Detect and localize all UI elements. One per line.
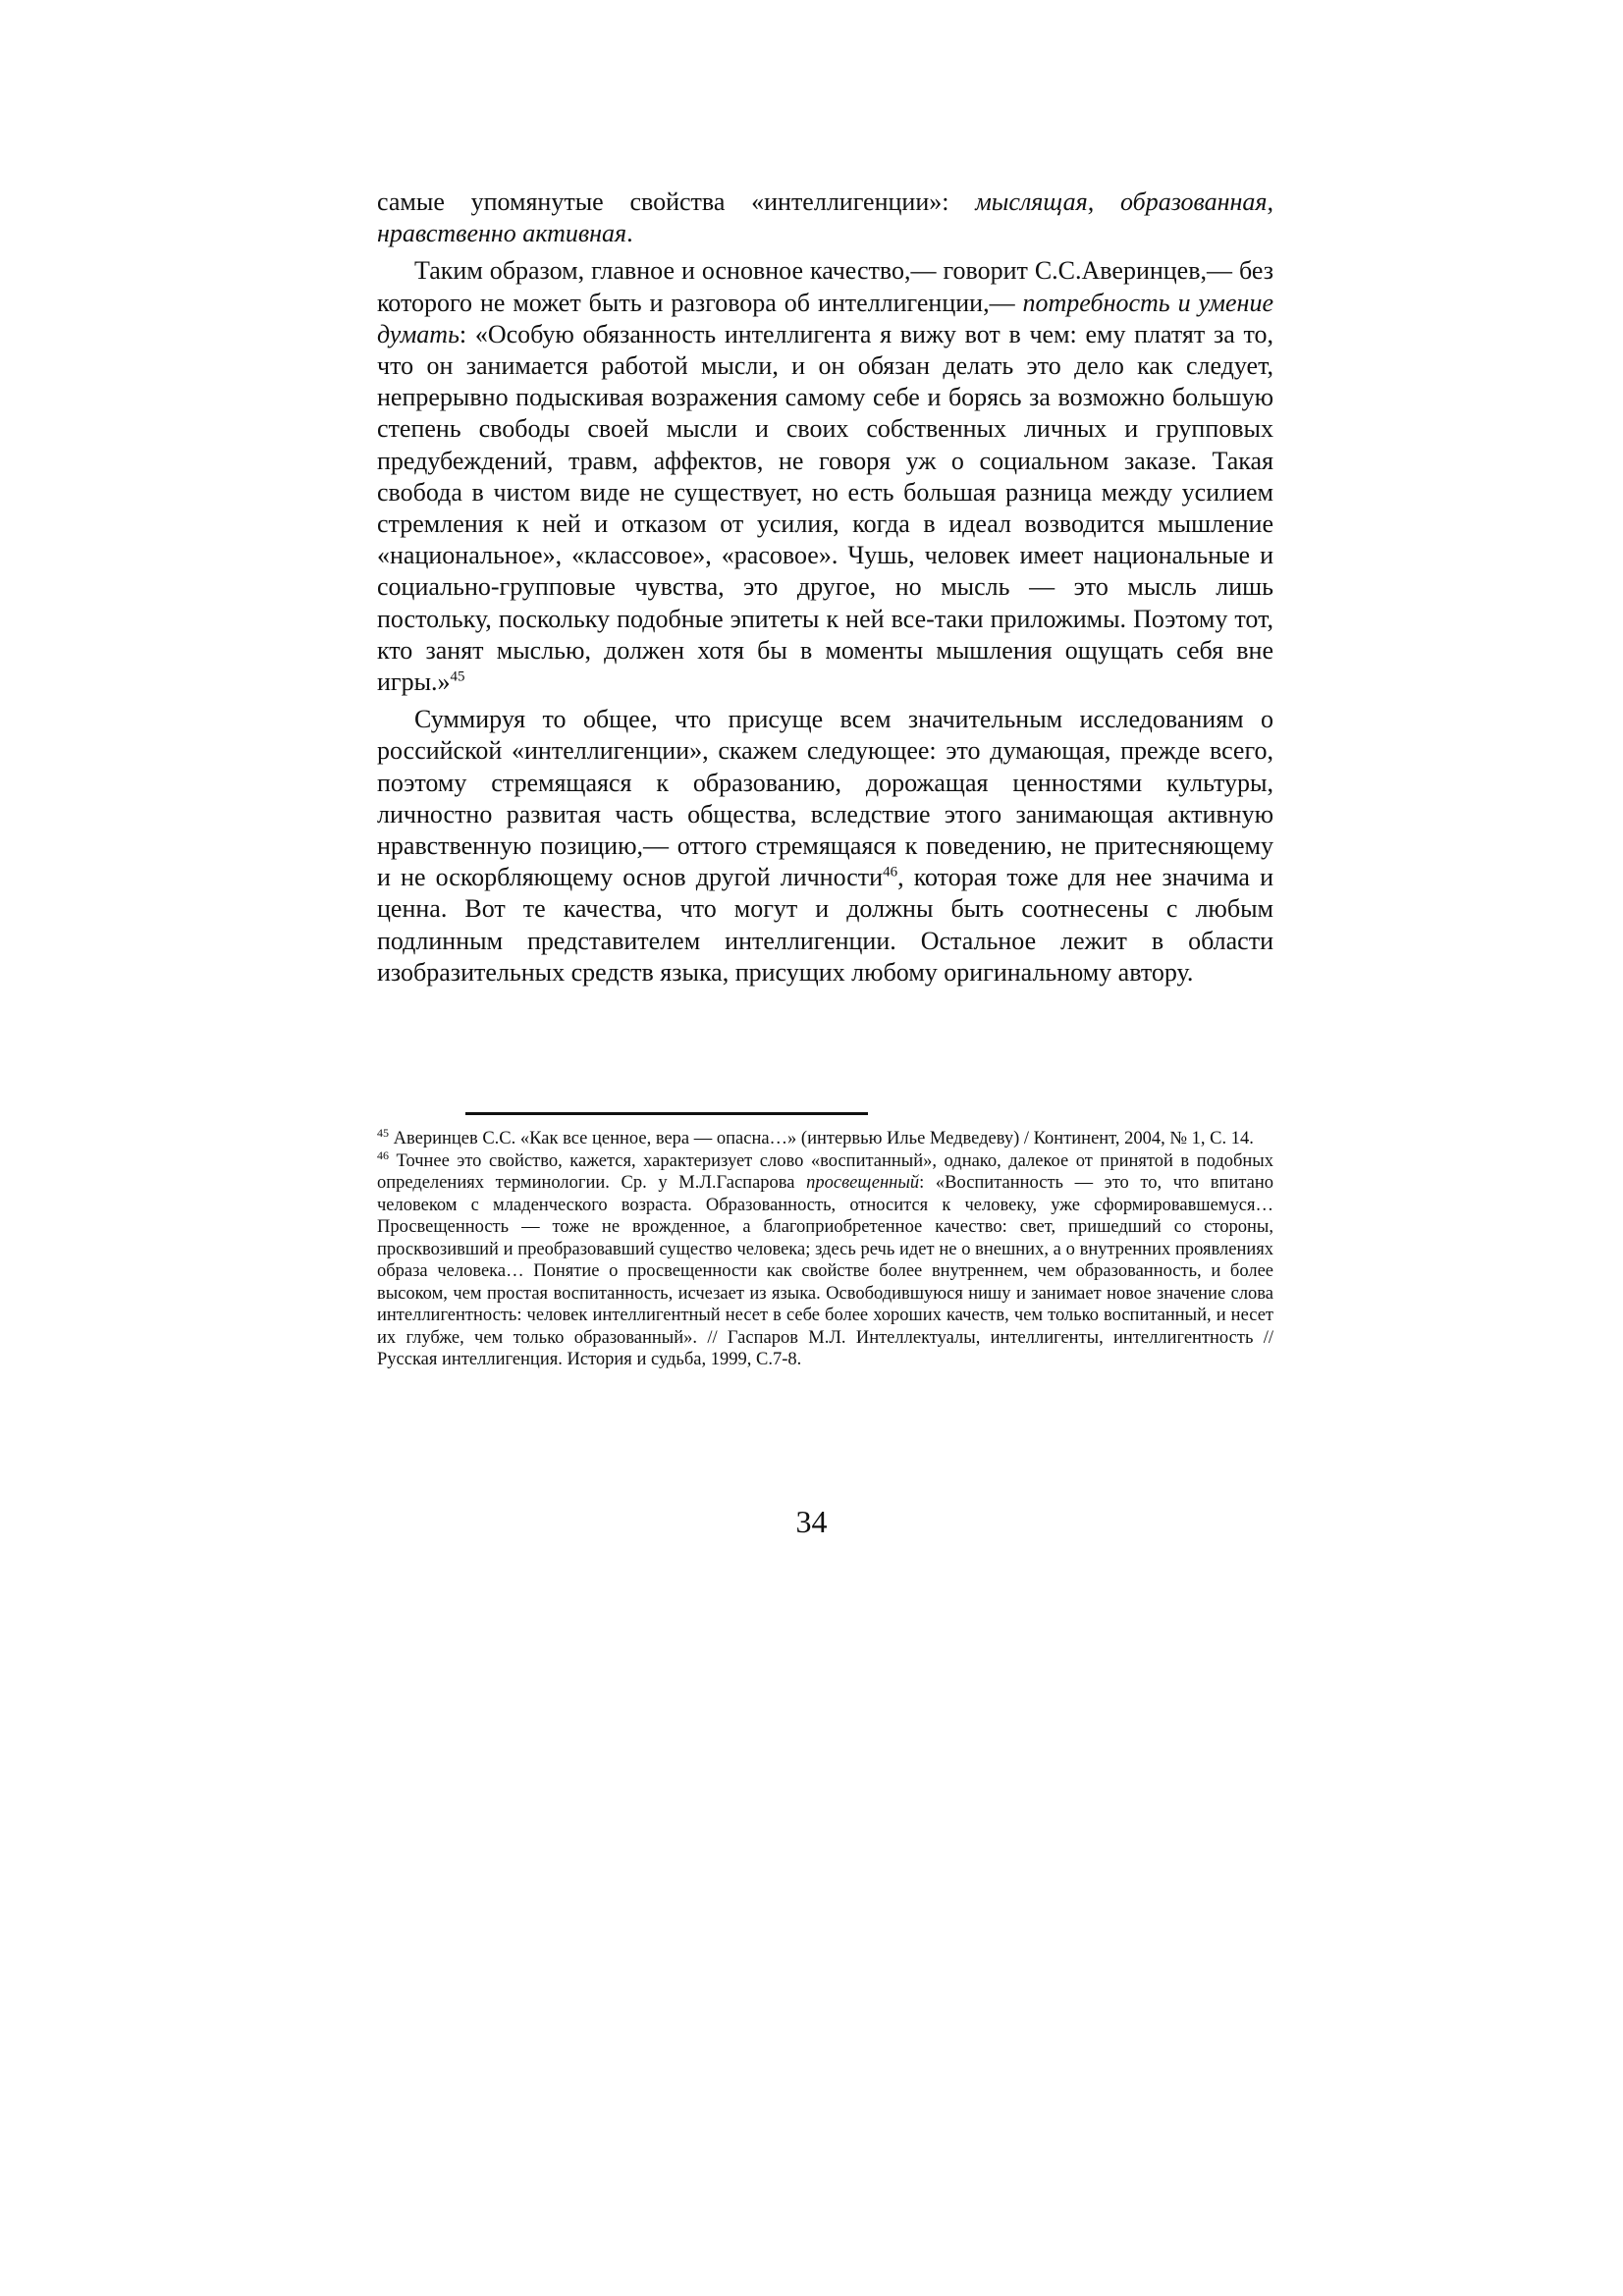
paragraph-1-italic: мыслящая, образованная, нравственно активная — [377, 187, 1273, 248]
footnote-marker-45: 45 — [377, 1125, 389, 1140]
paragraph-1 — [377, 187, 1273, 249]
footnote-46-text: Точнее это свойство, кажется, характеризует слово «воспитанный», однако, далекое от принятой в подобных определениях терминологии. Ср. у М.Л.Гаспарова — [377, 1150, 1273, 1193]
footnote-45-text: Аверинцев С.С. «Как все ценное, вера — опасна…» (интервью Илье Медведеву) / Континент, 2004, № 1, С. 14. — [389, 1129, 1254, 1148]
footnotes — [377, 1125, 1274, 1371]
paragraph-2 — [377, 255, 1273, 698]
paragraph-3-text: Суммируя то общее, что присуще всем значительным исследованиям о российской «интеллигенции», скажем следующее: это думающая, прежде всего, поэтому стремящаяся к образованию, дорожащая ценностями культуры, личностно развитая часть общества, вследствие этого занимающая активную нравственную позицию,— оттого стремящаяся к поведению, не притесняющему и не оскорбляющему основ другой личности — [377, 705, 1273, 892]
page-number: 34 — [795, 1504, 828, 1539]
paragraph-1-text-end: . — [626, 219, 633, 248]
footnote-45 — [377, 1125, 1273, 1150]
footnote-46-italic: просвещенный — [806, 1173, 920, 1193]
paragraph-2-text-quote: : «Особую обязанность интеллигента я вижу вот в чем: ему платят за то, что он занимается работой мысли, и он обязан делать это дело как следует, непрерывно подыскивая возражения самому себе и борясь за возможно большую степень свободы своей мысли и своих собственных личных и групповых предубеждений, травм, аффектов, не говоря уж о социальном заказе. Такая свобода в чистом виде не существует, но есть большая разница между усилием стремления к ней и отказом от усилия, когда в идеал возводится мышление «национальное», «классовое», «расовое». Чушь, человек имеет национальные и социально-групповые чувства, это другое, но мысль — это мысль лишь постольку, поскольку подобные эпитеты к ней все-таки приложимы. Поэтому тот, кто занят мыслью, должен хотя бы в моменты мышления ощущать себя вне игры.» — [377, 319, 1273, 697]
paragraph-2-text: Таким образом, главное и основное качество,— говорит С.С.Аверинцев,— без которого не может быть и разговора об интеллигенции,— — [377, 256, 1273, 317]
footnote-separator — [465, 1112, 868, 1115]
footnote-marker-46: 46 — [377, 1148, 389, 1162]
paragraph-1-text: самые упомянутые свойства «интеллигенции»: — [377, 187, 976, 216]
paragraph-3-text-end: , которая тоже для нее значима и ценна. Вот те качества, что могут и должны быть соотнесены с любым подлинным представителем интеллигенции. Остальное лежит в области изобразительных средств языка, присущих любому оригинальному автору. — [377, 863, 1273, 987]
footnote-46 — [377, 1150, 1273, 1371]
paragraph-2-italic: потребность и умение думать — [377, 288, 1273, 348]
paragraph-3 — [377, 704, 1273, 988]
footnote-ref-45[interactable]: 45 — [450, 668, 465, 685]
footnote-ref-46[interactable]: 46 — [883, 864, 898, 881]
main-text — [377, 187, 1273, 988]
footnote-46-text-end: : «Воспитанность — это то, что впитано человеком с младенческого возраста. Образованность, относится к человеку, уже сформировавшемуся…Просвещенность — тоже не врожденное, а благоприобретенное качество: свет, пришедший со стороны, просквозивший и преобразовавший существо человека; здесь речь идет не о внешних, а о внутренних проявлениях образа человека… Понятие о просвещенности как свойстве более внутреннем, чем образованность, и более высоком, чем простая воспитанность, исчезает из языка. Освободившуюся нишу и занимает новое значение слова интеллигентность: человек интеллигентный несет в себе более хороших качеств, чем только воспитанный, и несет их глубже, чем только образованный». // Гаспаров М.Л. Интеллектуалы, интеллигенты, интеллигентность // Русская интеллигенция. История и судьба, 1999, С.7-8. — [377, 1173, 1274, 1369]
